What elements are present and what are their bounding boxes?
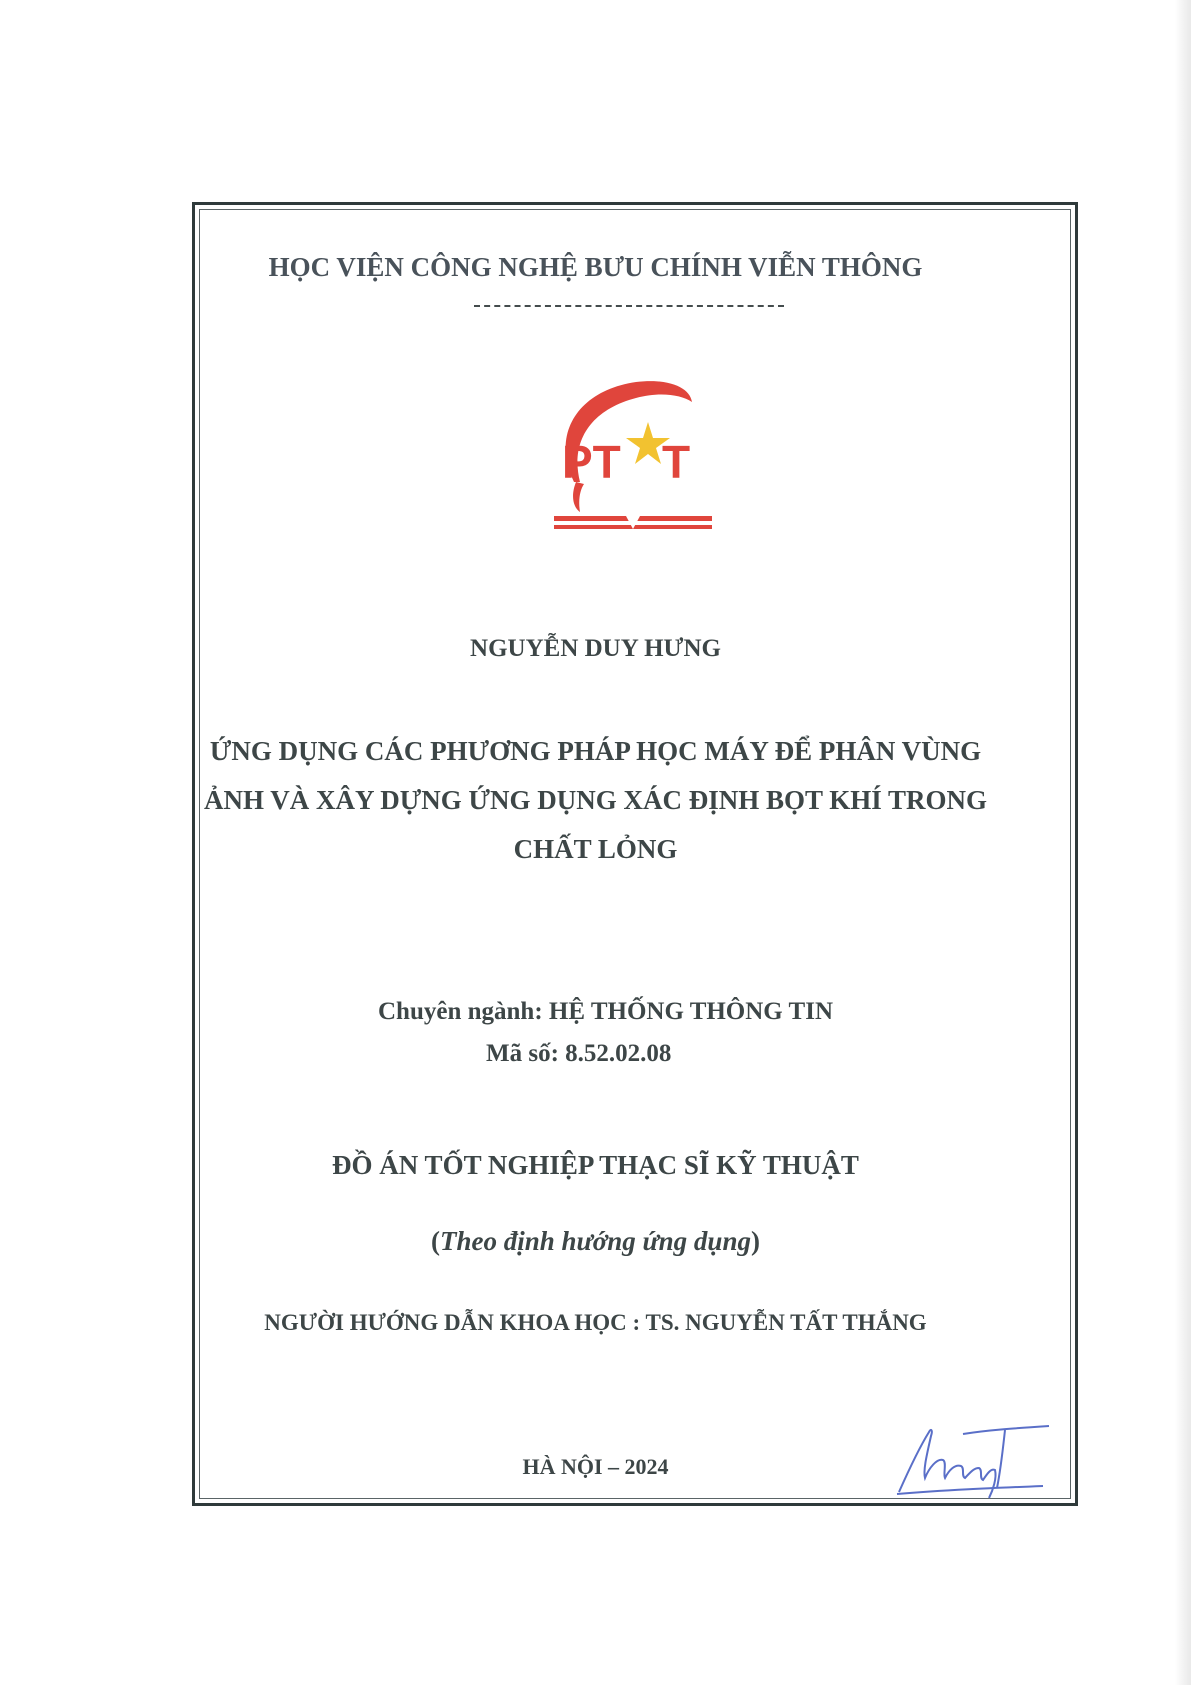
- logo-text-p: PT: [562, 436, 621, 488]
- code-value: 8.52.02.08: [565, 1040, 672, 1067]
- specialization-value: HỆ THỐNG THÔNG TIN: [548, 998, 834, 1025]
- orientation-open-paren: (: [431, 1226, 441, 1256]
- orientation-close-paren: ): [750, 1226, 760, 1256]
- signature-stroke-vertical: [997, 1430, 1005, 1488]
- logo-text-t: T: [662, 436, 691, 488]
- advisor: NGƯỜI HƯỚNG DẪN KHOA HỌC : TS. NGUYỄN TẤT THẮNG: [264, 1310, 927, 1335]
- place-year: HÀ NỘI – 2024: [522, 1454, 669, 1479]
- signature-stroke-top: [963, 1426, 1049, 1434]
- code-label: Mã số:: [486, 1040, 559, 1067]
- handwritten-signature: [893, 1418, 1053, 1500]
- header-dashed-divider: [474, 305, 784, 307]
- specialization: [0, 998, 1191, 1026]
- ptit-logo: [540, 372, 720, 542]
- orientation-text: Theo định hướng ứng dụng: [440, 1226, 751, 1256]
- thesis-title-line-1: ỨNG DỤNG CÁC PHƯƠNG PHÁP HỌC MÁY ĐỂ PHÂN VÙNG: [209, 736, 982, 766]
- author-name: NGUYỄN DUY HƯNG: [470, 635, 721, 662]
- thesis-title-line-3: CHẤT LỎNG: [513, 834, 678, 864]
- specialization-label: Chuyên ngành:: [378, 998, 543, 1025]
- signature-stroke-base: [897, 1486, 1043, 1494]
- specialization-code: [0, 1040, 1191, 1068]
- orientation-note: [0, 1226, 1191, 1257]
- institution-name: HỌC VIỆN CÔNG NGHỆ BƯU CHÍNH VIỄN THÔNG: [268, 252, 923, 282]
- document-type: ĐỒ ÁN TỐT NGHIỆP THẠC SĨ KỸ THUẬT: [332, 1150, 859, 1180]
- thesis-title-line-2: ẢNH VÀ XÂY DỰNG ỨNG DỤNG XÁC ĐỊNH BỌT KHÍ TRONG: [203, 785, 988, 815]
